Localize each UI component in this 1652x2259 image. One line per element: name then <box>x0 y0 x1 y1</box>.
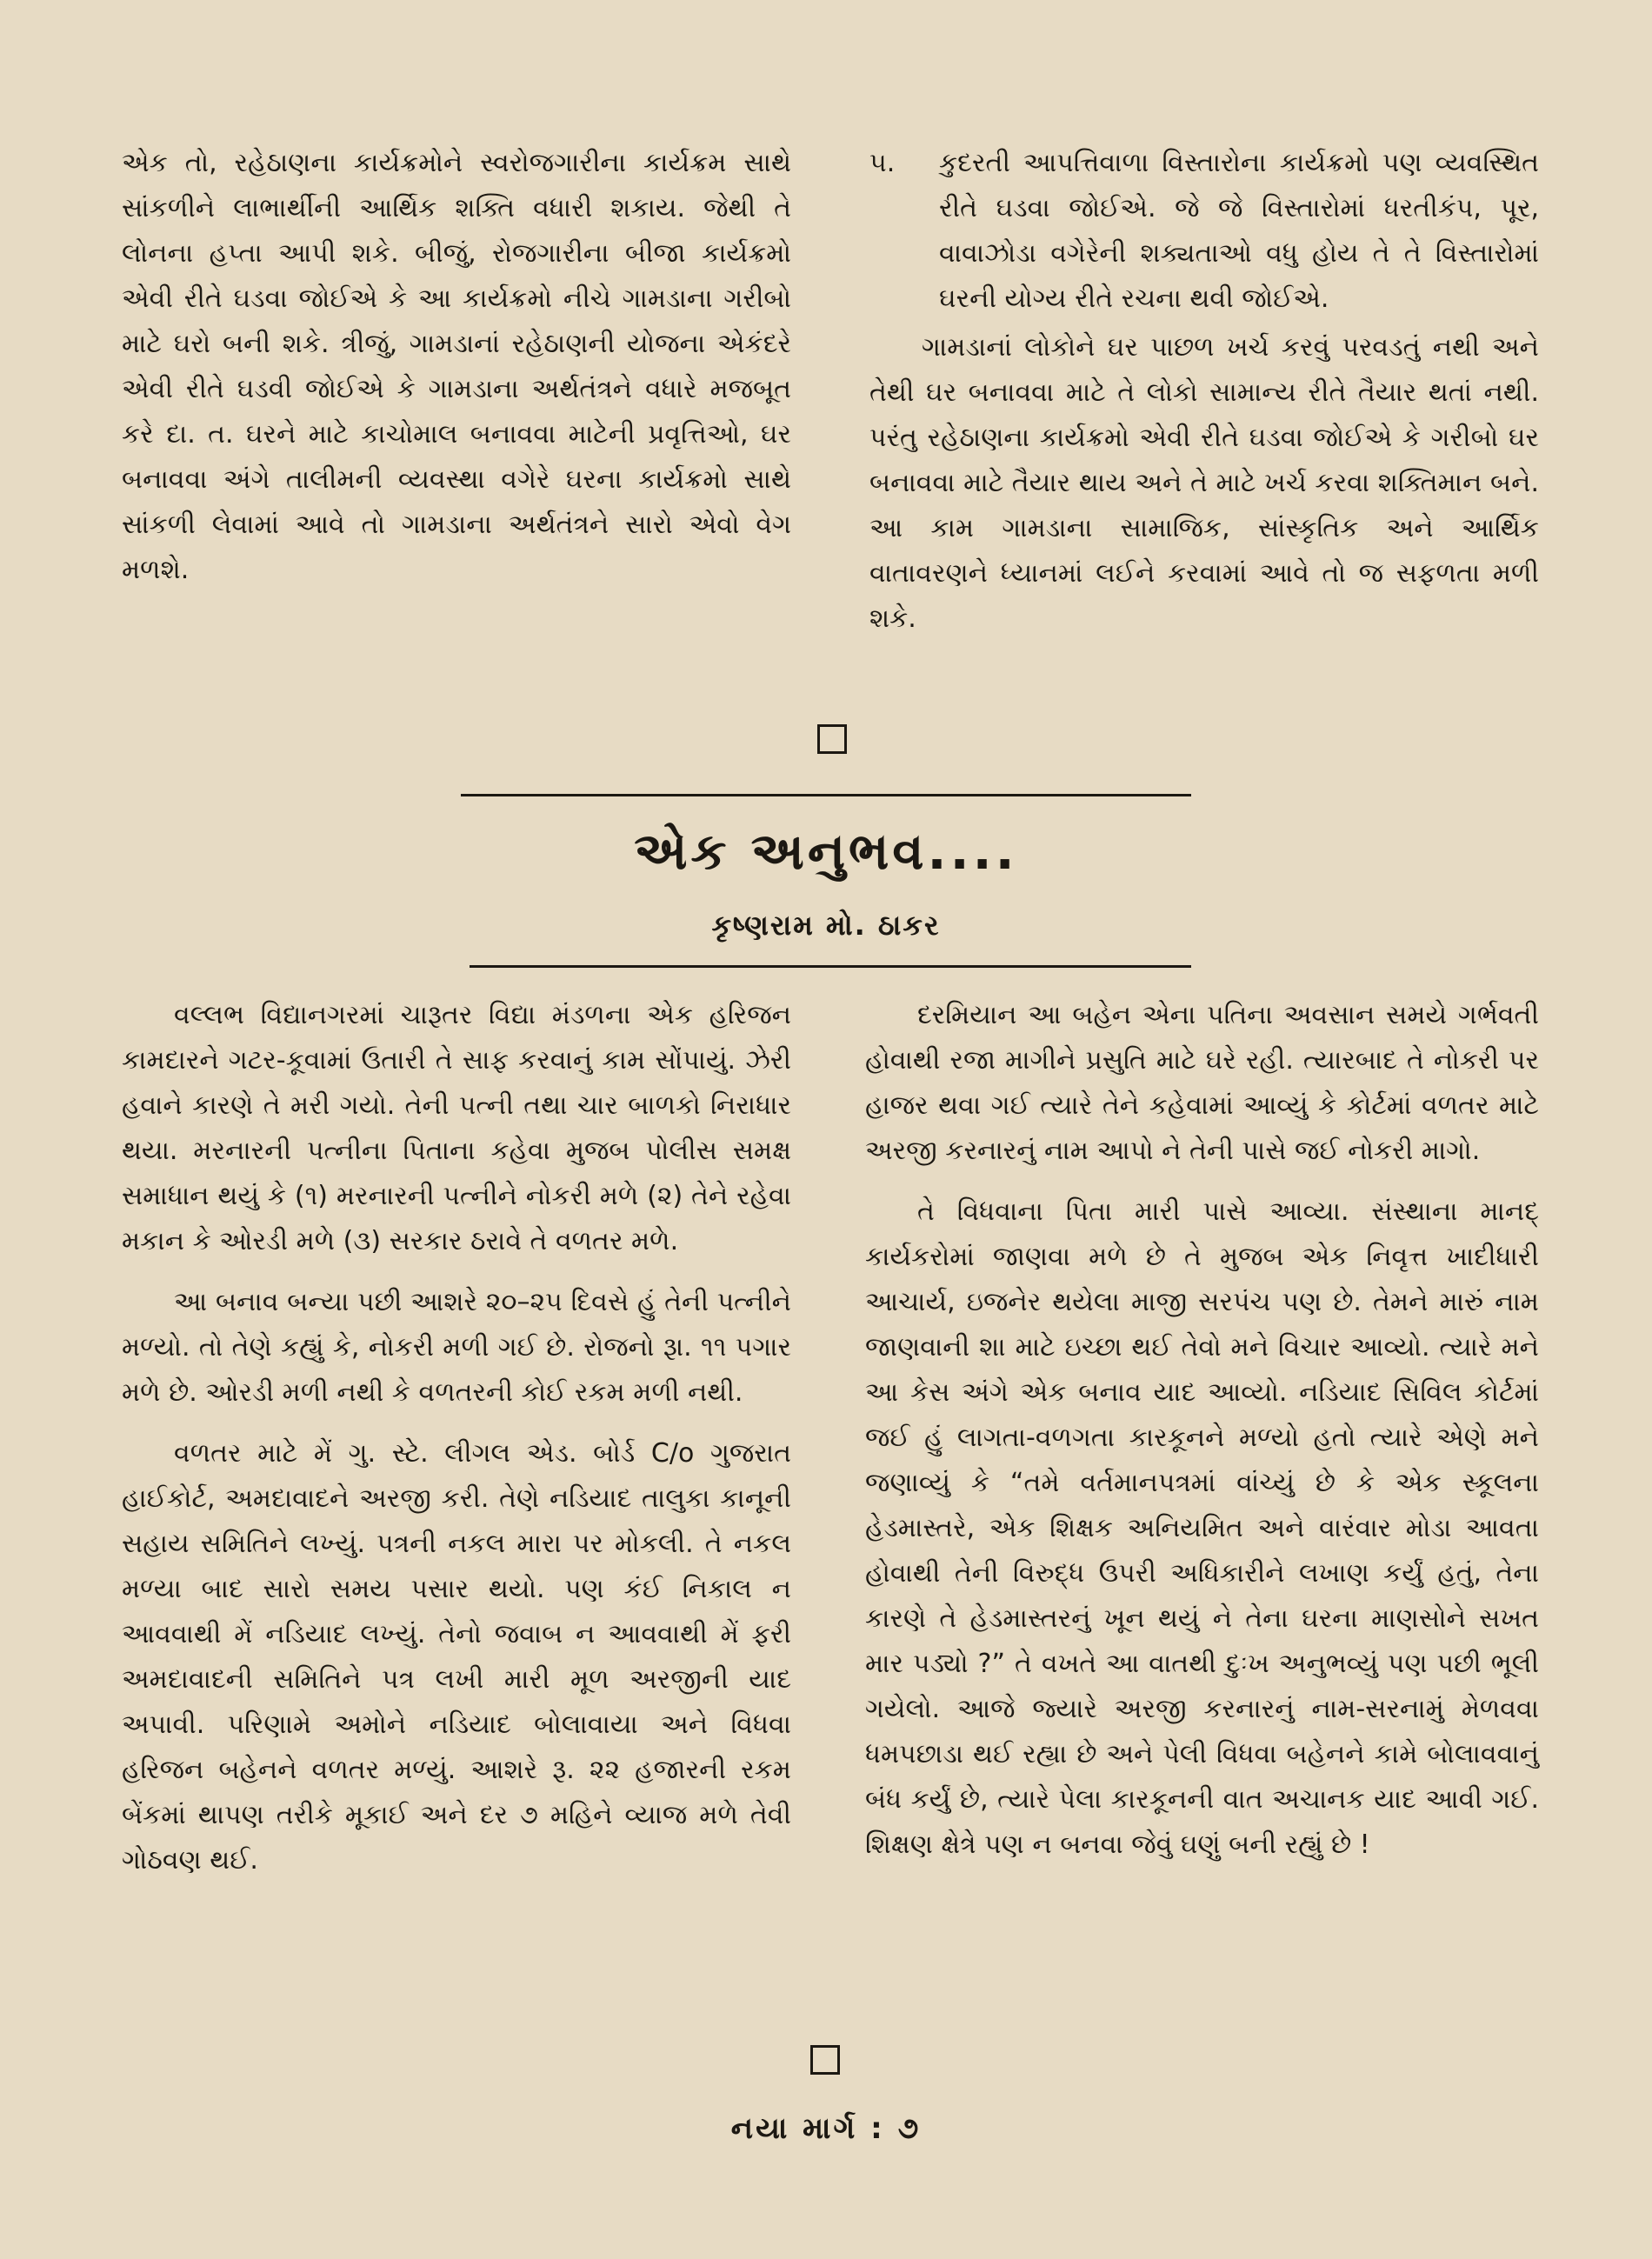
article-author: કૃષ્ણરામ મો. ઠાકર <box>711 909 941 942</box>
top-right-column <box>869 141 1539 657</box>
section-divider-square <box>817 724 847 754</box>
article-paragraph: આ બનાવ બન્યા પછી આશરે ૨૦–૨૫ દિવસે હું તેની પત્નીને મળ્યો. તો તેણે કહ્યું કે, નોકરી મળી ગઈ છે. રોજનો રૂા. ૧૧ પગાર મળે છે. ઓરડી મળી નથી કે વળતરની કોઈ રકમ મળી નથી. <box>122 1287 791 1408</box>
article-title: એક અનુભવ.... <box>634 822 1018 881</box>
title-rule-top <box>461 794 1191 796</box>
title-rule-bottom <box>470 965 1191 968</box>
top-left-paragraph: એક તો, રહેઠાણના કાર્યક્રમોને સ્વરોજગારીના કાર્યક્રમ સાથે સાંકળીને લાભાર્થીની આર્થિક શક્તિ વધારી શકાય. જેથી તે લોનના હપ્તા આપી શકે. બીજું, રોજગારીના બીજા કાર્યક્રમો એવી રીતે ઘડવા જોઈએ કે આ કાર્યક્રમો નીચે ગામડાના ગરીબો માટે ઘરો બની શકે. ત્રીજું, ગામડાનાં રહેઠાણની યોજના એકંદરે એવી રીતે ઘડવી જોઈએ કે ગામડાના અર્થતંત્રને વધારે મજબૂત કરે દા. ત. ઘરને માટે કાચોમાલ બનાવવા માટેની પ્રવૃત્તિઓ, ઘર બનાવવા અંગે તાલીમની વ્યવસ્થા વગેરે ઘરના કાર્યક્રમો સાથે સાંકળી લેવામાં આવે તો ગામડાના અર્થતંત્રને સારો એવો વેગ મળશે. <box>122 148 791 585</box>
item-number: ૫. <box>869 148 896 178</box>
page-marker-square <box>810 2045 840 2075</box>
article-paragraph: તે વિધવાના પિતા મારી પાસે આવ્યા. સંસ્થાના માનદ્ કાર્યકરોમાં જાણવા મળે છે તે મુજબ એક નિવૃત્ત ખાદીધારી આચાર્ય, ઇજનેર થયેલા માજી સરપંચ પણ છે. તેમને મારું નામ જાણવાની શા માટે ઇચ્છા થઈ તેવો મને વિચાર આવ્યો. ત્યારે મને આ કેસ અંગે એક બનાવ યાદ આવ્યો. નડિયાદ સિવિલ કોર્ટમાં જઈ હું લાગતા-વળગતા કારકૂનને મળ્યો હતો ત્યારે એણે મને જણાવ્યું કે “તમે વર્તમાનપત્રમાં વાંચ્યું છે કે એક સ્કૂલના હેડમાસ્તરે, એક શિક્ષક અનિયમિત અને વારંવાર મોડા આવતા હોવાથી તેની વિરુદ્ધ ઉપરી અધિકારીને લખાણ કર્યું હતું, તેના કારણે તે હેડમાસ્તરનું ખૂન થયું ને તેના ઘરના માણસોને સખત માર પડ્યો ?” તે વખતે આ વાતથી દુઃખ અનુભવ્યું પણ પછી ભૂલી ગયેલો. આજે જ્યારે અરજી કરનારનું નામ-સરનામું મેળવવા ધમપછાડા થઈ રહ્યા છે અને પેલી વિધવા બહેનને કામે બોલાવવાનું બંધ કર્યું છે, ત્યારે પેલા કારકૂનની વાત અચાનક યાદ આવી ગઈ. શિક્ષણ ક્ષેત્રે પણ ન બનવા જેવું ઘણું બની રહ્યું છે ! <box>865 1196 1539 1860</box>
article-right-column <box>865 993 1539 1883</box>
article-paragraph: દરમિયાન આ બહેન એના પતિના અવસાન સમયે ગર્ભવતી હોવાથી રજા માગીને પ્રસુતિ માટે ઘરે રહી. ત્યારબાદ તે નોકરી પર હાજર થવા ગઈ ત્યારે તેને કહેવામાં આવ્યું કે કોર્ટમાં વળતર માટે અરજી કરનારનું નામ આપો ને તેની પાસે જઈ નોકરી માગો. <box>865 1000 1539 1166</box>
article-paragraph: વળતર માટે મેં ગુ. સ્ટે. લીગલ એડ. બોર્ડ C/o ગુજરાત હાઈકોર્ટ, અમદાવાદને અરજી કરી. તેણે નડિયાદ તાલુકા કાનૂની સહાય સમિતિને લખ્યું. પત્રની નકલ મારા પર મોકલી. તે નકલ મળ્યા બાદ સારો સમય પસાર થયો. પણ કંઈ નિકાલ ન આવવાથી મેં નડિયાદ લખ્યું. તેનો જવાબ ન આવવાથી મેં ફરી અમદાવાદની સમિતિને પત્ર લખી મારી મૂળ અરજીની યાદ અપાવી. પરિણામે અમોને નડિયાદ બોલાવાયા અને વિધવા હરિજન બહેનને વળતર મળ્યું. આશરે રૂ. ૨૨ હજારની રકમ બેંકમાં થાપણ તરીકે મૂકાઈ અને દર ૭ મહિને વ્યાજ મળે તેવી ગોઠવણ થઈ. <box>122 1438 791 1876</box>
article-paragraph: વલ્લભ વિદ્યાનગરમાં ચારૂતર વિદ્યા મંડળના એક હરિજન કામદારને ગટર-કૂવામાં ઉતારી તે સાફ કરવાનું કામ સોંપાયું. ઝેરી હવાને કારણે તે મરી ગયો. તેની પત્ની તથા ચાર બાળકો નિરાધાર થયા. મરનારની પત્નીના પિતાના કહેવા મુજબ પોલીસ સમક્ષ સમાધાન થયું કે (૧) મરનારની પત્નીને નોકરી મળે (૨) તેને રહેવા મકાન કે ઓરડી મળે (૩) સરકાર ઠરાવે તે વળતર મળે. <box>122 1000 791 1256</box>
page-footer: નયા માર્ગ : ૭ <box>730 2111 922 2146</box>
top-right-paragraph: ગામડાનાં લોકોને ઘર પાછળ ખર્ચ કરવું પરવડતું નથી અને તેથી ઘર બનાવવા માટે તે લોકો સામાન્ય રીતે તૈયાર થતાં નથી. પરંતુ રહેઠાણના કાર્યક્રમો એવી રીતે ઘડવા જોઈએ કે ગરીબો ઘર બનાવવા માટે તૈયાર થાય અને તે માટે ખર્ચ કરવા શક્તિમાન બને. આ કામ ગામડાના સામાજિક, સાંસ્કૃતિક અને આર્થિક વાતાવરણને ધ્યાનમાં લઈને કરવામાં આવે તો જ સફળતા મળી શકે. <box>869 332 1539 634</box>
item-text: કુદરતી આપત્તિવાળા વિસ્તારોના કાર્યક્રમો પણ વ્યવસ્થિત રીતે ઘડવા જોઈએ. જે જે વિસ્તારોમાં ધરતીકંપ, પૂર, વાવાઝોડા વગેરેની શક્યતાઓ વધુ હોય તે તે વિસ્તારોમાં ઘરની યોગ્ય રીતે રચના થવી જોઈએ. <box>939 148 1539 314</box>
numbered-item <box>869 141 1539 322</box>
top-left-column <box>122 141 791 609</box>
article-left-column <box>122 993 791 1899</box>
